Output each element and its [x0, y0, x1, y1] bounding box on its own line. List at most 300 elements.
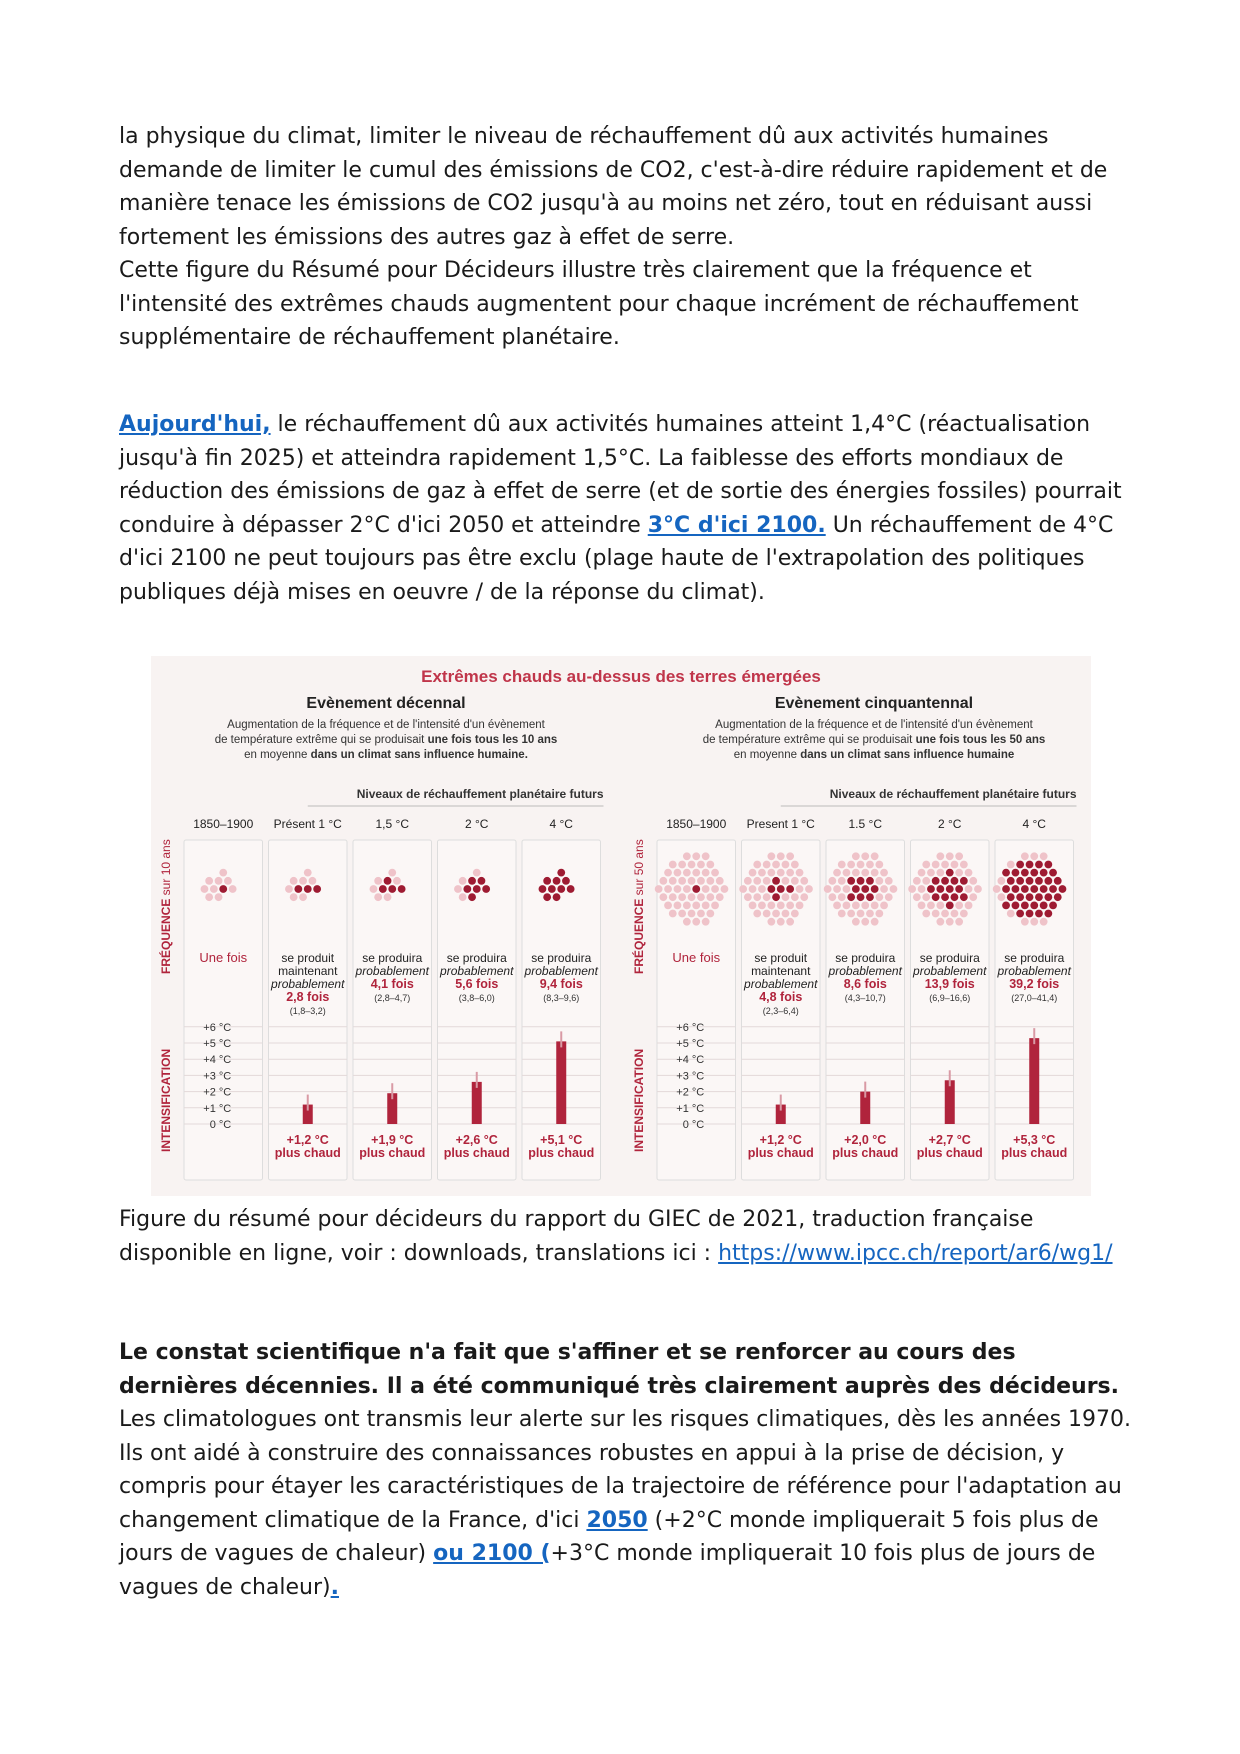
frequency-dot-p1-c4	[1054, 877, 1062, 885]
column-header-3: 2 °C	[465, 817, 489, 831]
frequency-dot-p1-c2	[880, 885, 888, 893]
intensity-plus-chaud: plus chaud	[528, 1146, 595, 1160]
frequency-dot-p1-c4	[1030, 869, 1038, 877]
frequency-dot-p1-c0	[688, 877, 696, 885]
frequency-dot-p0-c2	[384, 893, 392, 901]
frequency-dot-p1-c0	[711, 901, 719, 909]
intensity-bar-4	[556, 1041, 566, 1124]
frequency-dot-p1-c2	[880, 901, 888, 909]
frequency-dot-p1-c3	[955, 901, 963, 909]
frequency-dot-p1-c3	[927, 885, 935, 893]
frequency-dot-p1-c0	[683, 869, 691, 877]
frequency-dot-p1-c4	[1007, 877, 1015, 885]
frequency-dot-p1-c1	[786, 885, 794, 893]
link-3c-2100[interactable]: 3°C d'ici 2100.	[647, 512, 826, 538]
frequency-dot-p1-c4	[1035, 877, 1043, 885]
frequency-range: (2,3–6,4)	[762, 1006, 799, 1016]
panel-title: Evènement décennal	[306, 695, 466, 712]
frequency-dot-p1-c3	[951, 910, 959, 918]
frequency-dot-p0-c0	[215, 893, 223, 901]
frequency-dot-p1-c1	[749, 869, 757, 877]
frequency-dot-p1-c1	[772, 910, 780, 918]
frequency-dot-p1-c4	[1030, 852, 1038, 860]
frequency-dot-p1-c3	[965, 901, 973, 909]
frequency-dot-p1-c3	[908, 885, 916, 893]
frequency-dot-p1-c1	[782, 910, 790, 918]
frequency-dot-p1-c0	[683, 901, 691, 909]
frequency-dot-p1-c1	[782, 893, 790, 901]
frequency-dot-p0-c2	[388, 869, 396, 877]
frequency-count: 4,8 fois	[759, 990, 803, 1004]
frequency-dot-p1-c4	[1030, 918, 1038, 926]
frequency-dot-p1-c3	[951, 893, 959, 901]
frequency-dot-p0-c0	[215, 877, 223, 885]
frequency-dot-p1-c4	[1044, 910, 1052, 918]
frequency-dot-p1-c0	[716, 893, 724, 901]
frequency-dot-p1-c0	[664, 869, 672, 877]
frequency-dot-p1-c1	[796, 901, 804, 909]
frequency-dot-p1-c4	[1035, 893, 1043, 901]
frequency-dot-p1-c2	[857, 861, 865, 869]
link-final-period[interactable]: .	[330, 1574, 339, 1600]
panel-desc-line2: de température extrême qui se produisait une fois tous les 50 ans	[702, 734, 1046, 746]
frequency-dot-p1-c2	[852, 918, 860, 926]
panel-desc-line3: en moyenne dans un climat sans influence humaine	[733, 749, 1015, 761]
frequency-verb: se produira	[531, 951, 592, 965]
frequency-count: 5,6 fois	[455, 977, 499, 991]
frequency-range: (1,8–3,2)	[289, 1006, 326, 1016]
paragraph-scientific-text-3: +3°C monde impliquerait 10 fois plus de jours de vagues de chaleur)	[119, 1541, 1096, 1600]
frequency-dot-p1-c1	[753, 877, 761, 885]
intensity-value-label: +1,2 °C	[286, 1133, 329, 1147]
intensity-axis-tick: 0 °C	[682, 1119, 705, 1131]
frequency-dot-p1-c4	[1049, 901, 1057, 909]
frequency-dot-p1-c2	[852, 901, 860, 909]
frequency-dot-p1-c4	[1016, 893, 1024, 901]
paragraph-scientific-text-1: Les climatologues ont transmis leur alerte sur les risques climatiques, dès les années 1970. Ils ont aidé à construire des connaissances robustes en appui à la prise de décision, y compris pour étayer les caractéristiques de la trajectoire de référence pour l'adaptation au changement climatique de la France, d'ici	[119, 1407, 1132, 1533]
link-2050[interactable]: 2050	[586, 1507, 648, 1533]
frequency-dot-p0-c4	[543, 893, 551, 901]
frequency-dot-p0-c1	[290, 893, 298, 901]
intensity-axis-tick: +3 °C	[676, 1070, 705, 1083]
frequency-dot-p1-c4	[1049, 885, 1057, 893]
paragraph-scientific-heading: Le constat scientifique n'a fait que s'affiner et se renforcer au cours des dernières décennies. Il a été communiqué très clairement auprès des décideurs.	[119, 1340, 1120, 1399]
frequency-dot-p0-c3	[459, 877, 467, 885]
frequency-dot-p1-c1	[782, 877, 790, 885]
frequency-dot-p1-c1	[749, 885, 757, 893]
intensity-axis-tick: +4 °C	[676, 1054, 705, 1067]
frequency-dot-p0-c0	[219, 885, 227, 893]
frequency-dot-p1-c4	[1016, 910, 1024, 918]
frequency-dot-p1-c1	[753, 910, 761, 918]
paragraph-intro	[119, 120, 1139, 355]
frequency-count: 4,1 fois	[370, 977, 414, 991]
frequency-dot-p0-c1	[309, 877, 317, 885]
frequency-dot-p0-c0	[210, 885, 218, 893]
frequency-range: (6,9–16,6)	[929, 993, 971, 1003]
frequency-dot-p0-c2	[398, 885, 406, 893]
frequency-dot-p1-c1	[786, 869, 794, 877]
frequency-dot-p1-c2	[838, 861, 846, 869]
frequency-dot-p1-c0	[721, 885, 729, 893]
column-header-2: 1.5 °C	[848, 817, 882, 831]
frequency-dot-p0-c2	[370, 885, 378, 893]
frequency-dot-p1-c0	[688, 861, 696, 869]
frequency-dot-p1-c2	[838, 893, 846, 901]
frequency-dot-p1-c2	[852, 852, 860, 860]
frequency-dot-p1-c2	[847, 910, 855, 918]
frequency-dot-p1-c3	[932, 893, 940, 901]
frequency-dot-p1-c1	[749, 901, 757, 909]
frequency-dot-p1-c3	[913, 877, 921, 885]
frequency-dot-p1-c2	[885, 877, 893, 885]
column-header-1: Present 1 °C	[746, 817, 815, 831]
frequency-dot-p1-c2	[852, 869, 860, 877]
frequency-adverb: probablement	[913, 964, 987, 978]
frequency-dot-p1-c4	[1059, 885, 1067, 893]
frequency-dot-p1-c1	[777, 852, 785, 860]
frequency-dot-p1-c4	[1044, 877, 1052, 885]
frequency-once-label: Une fois	[199, 950, 248, 965]
panel-desc-line1: Augmentation de la fréquence et de l'intensité d'un évènement	[715, 719, 1033, 731]
intensity-plus-chaud: plus chaud	[359, 1146, 426, 1160]
frequency-dot-p1-c3	[974, 885, 982, 893]
frequency-verb: maintenant	[278, 964, 338, 978]
frequency-dot-p1-c4	[1016, 877, 1024, 885]
frequency-dot-p1-c2	[861, 901, 869, 909]
frequency-dot-p1-c1	[758, 885, 766, 893]
ipcc-report-link[interactable]: https://www.ipcc.ch/report/ar6/wg1/	[718, 1240, 1113, 1266]
intensity-value-label: +5,3 °C	[1013, 1133, 1056, 1147]
frequency-dot-p1-c0	[669, 861, 677, 869]
frequency-dot-p0-c4	[557, 869, 565, 877]
paragraph-scientific-text-2: (+2°C monde impliquerait 5 fois plus de jours de vagues de chaleur)	[119, 1507, 1099, 1566]
frequency-dot-p1-c3	[932, 861, 940, 869]
frequency-dot-p1-c0	[692, 918, 700, 926]
frequency-dot-p1-c1	[753, 893, 761, 901]
frequency-dot-p0-c4	[567, 885, 575, 893]
frequency-dot-p1-c2	[861, 852, 869, 860]
frequency-dot-p1-c0	[702, 901, 710, 909]
frequency-dot-p0-c1	[294, 885, 302, 893]
frequency-dot-p1-c3	[941, 893, 949, 901]
frequency-dot-p1-c0	[683, 852, 691, 860]
intensity-plus-chaud: plus chaud	[443, 1146, 510, 1160]
frequency-dot-p1-c0	[683, 918, 691, 926]
frequency-dot-p0-c0	[229, 885, 237, 893]
frequency-dot-p1-c1	[772, 877, 780, 885]
frequency-dot-p1-c4	[1021, 901, 1029, 909]
frequency-dot-p0-c4	[562, 877, 570, 885]
frequency-dot-p1-c1	[758, 901, 766, 909]
frequency-dot-p1-c2	[838, 910, 846, 918]
frequency-dot-p1-c3	[922, 893, 930, 901]
frequency-dot-p1-c0	[688, 910, 696, 918]
frequency-dot-p0-c2	[388, 885, 396, 893]
frequency-dot-p1-c4	[997, 877, 1005, 885]
intensification-side-label: INTENSIFICATION	[632, 1048, 646, 1152]
frequency-dot-p1-c4	[1007, 910, 1015, 918]
frequency-dot-p1-c4	[1054, 893, 1062, 901]
panel-desc-line3: en moyenne dans un climat sans influence humaine.	[244, 749, 528, 761]
frequency-dot-p1-c4	[1026, 893, 1034, 901]
frequency-dot-p1-c0	[702, 885, 710, 893]
frequency-dot-p1-c1	[796, 885, 804, 893]
frequency-dot-p0-c2	[384, 877, 392, 885]
paragraph-current-text-1: le réchauffement dû aux activités humaines atteint 1,4°C (réactualisation jusqu'à fin 2025) et atteindra rapidement 1,5°C. La faiblesse des efforts mondiaux de réduction des émissions de gaz à effet de serre (et de sortie des énergies fossiles) pourrait conduire à dépasser 2°C d'ici 2050 et atteindre	[119, 412, 1122, 538]
frequency-dot-p0-c0	[205, 877, 213, 885]
frequency-dot-p1-c0	[678, 877, 686, 885]
frequency-dot-p1-c0	[692, 901, 700, 909]
frequency-dot-p1-c2	[857, 877, 865, 885]
frequency-dot-p0-c3	[473, 869, 481, 877]
frequency-dot-p1-c4	[1021, 885, 1029, 893]
frequency-dot-p1-c1	[791, 893, 799, 901]
frequency-dot-p1-c2	[861, 869, 869, 877]
frequency-dot-p1-c0	[702, 852, 710, 860]
frequency-dot-p1-c3	[918, 869, 926, 877]
frequency-dot-p0-c4	[539, 885, 547, 893]
frequency-dot-p1-c4	[1016, 861, 1024, 869]
frequency-dot-p1-c4	[1026, 910, 1034, 918]
frequency-dot-p1-c1	[767, 885, 775, 893]
frequency-dot-p1-c1	[786, 901, 794, 909]
frequency-dot-p1-c2	[871, 885, 879, 893]
frequency-dot-p1-c0	[692, 885, 700, 893]
frequency-dot-p1-c2	[861, 885, 869, 893]
frequency-dot-p1-c2	[885, 893, 893, 901]
intensity-plus-chaud: plus chaud	[274, 1146, 341, 1160]
frequency-dot-p1-c3	[936, 869, 944, 877]
frequency-dot-p1-c4	[997, 893, 1005, 901]
frequency-dot-p0-c0	[205, 893, 213, 901]
frequency-dot-p1-c4	[1026, 877, 1034, 885]
frequency-dot-p0-c1	[299, 893, 307, 901]
frequency-range: (2,8–4,7)	[374, 993, 411, 1003]
frequency-dot-p1-c0	[697, 893, 705, 901]
frequency-dot-p1-c3	[918, 885, 926, 893]
frequency-dot-p1-c3	[946, 901, 954, 909]
frequency-dot-p1-c2	[875, 877, 883, 885]
frequency-dot-p1-c0	[711, 885, 719, 893]
intensity-axis-tick: 0 °C	[209, 1119, 232, 1131]
frequency-adverb: probablement	[440, 964, 514, 978]
column-header-0: 1850–1900	[666, 817, 727, 831]
frequency-once-label: Une fois	[672, 950, 721, 965]
frequency-dot-p0-c3	[473, 885, 481, 893]
future-levels-label: Niveaux de réchauffement planétaire futurs	[829, 787, 1077, 801]
figure-title: Extrêmes chauds au-dessus des terres émergées	[421, 667, 821, 686]
frequency-dot-p0-c2	[374, 877, 382, 885]
intensity-value-label: +2,0 °C	[844, 1133, 887, 1147]
frequency-dot-p1-c0	[669, 893, 677, 901]
frequency-dot-p1-c3	[960, 893, 968, 901]
intensity-axis-tick: +6 °C	[676, 1021, 705, 1034]
intensity-axis-tick: +5 °C	[203, 1038, 232, 1050]
frequency-dot-p1-c3	[936, 852, 944, 860]
frequency-count: 9,4 fois	[539, 977, 583, 991]
frequency-count: 2,8 fois	[286, 990, 330, 1004]
frequency-dot-p1-c2	[866, 861, 874, 869]
frequency-dot-p0-c4	[553, 893, 561, 901]
frequency-dot-p1-c2	[838, 877, 846, 885]
frequency-dot-p1-c0	[655, 885, 663, 893]
frequency-dot-p1-c2	[857, 910, 865, 918]
frequency-dot-p1-c4	[1044, 861, 1052, 869]
intensity-value-label: +2,6 °C	[455, 1133, 498, 1147]
frequency-dot-p0-c1	[299, 877, 307, 885]
intensity-axis-tick: +2 °C	[203, 1086, 232, 1099]
link-2100[interactable]: ou 2100 (	[433, 1541, 551, 1566]
frequency-verb: se produira	[1004, 951, 1065, 965]
frequency-verb: se produit	[754, 951, 808, 965]
frequency-dot-p1-c4	[1040, 885, 1048, 893]
frequency-dot-p1-c1	[767, 869, 775, 877]
frequency-dot-p1-c2	[871, 869, 879, 877]
frequency-verb: maintenant	[751, 964, 811, 978]
frequency-dot-p1-c4	[1040, 901, 1048, 909]
frequency-dot-p0-c2	[374, 893, 382, 901]
intensity-axis-tick: +1 °C	[676, 1102, 705, 1115]
frequency-dot-p1-c3	[946, 885, 954, 893]
frequency-dot-p1-c4	[1021, 869, 1029, 877]
frequency-dot-p1-c2	[847, 877, 855, 885]
frequency-dot-p1-c4	[1035, 861, 1043, 869]
frequency-dot-p0-c2	[393, 877, 401, 885]
frequency-dot-p1-c3	[969, 893, 977, 901]
frequency-dot-p1-c4	[1007, 861, 1015, 869]
frequency-dot-p1-c2	[875, 910, 883, 918]
frequency-dot-p0-c3	[454, 885, 462, 893]
frequency-dot-p0-c0	[201, 885, 209, 893]
frequency-dot-p1-c1	[791, 910, 799, 918]
panel-title: Evènement cinquantennal	[774, 695, 974, 712]
frequency-dot-p1-c0	[664, 885, 672, 893]
frequency-dot-p1-c3	[941, 877, 949, 885]
frequency-dot-p1-c3	[927, 901, 935, 909]
frequency-dot-p1-c4	[1012, 869, 1020, 877]
frequency-dot-p1-c4	[1040, 852, 1048, 860]
frequency-dot-p1-c4	[993, 885, 1001, 893]
frequency-dot-p1-c4	[1002, 901, 1010, 909]
frequency-dot-p1-c0	[706, 877, 714, 885]
frequency-range: (4,3–10,7)	[844, 993, 886, 1003]
frequency-dot-p1-c1	[758, 869, 766, 877]
frequency-dot-p1-c3	[960, 910, 968, 918]
frequency-dot-p0-c3	[468, 877, 476, 885]
frequency-dot-p1-c3	[951, 877, 959, 885]
frequency-dot-p1-c3	[932, 877, 940, 885]
frequency-dot-p1-c4	[1021, 852, 1029, 860]
frequency-dot-p1-c2	[833, 885, 841, 893]
frequency-dot-p1-c1	[772, 861, 780, 869]
intensity-value-label: +1,2 °C	[759, 1133, 802, 1147]
panel-desc-line2: de température extrême qui se produisait une fois tous les 10 ans	[214, 734, 558, 746]
frequency-dot-p1-c3	[955, 869, 963, 877]
frequency-dot-p1-c0	[678, 861, 686, 869]
frequency-dot-p1-c2	[861, 918, 869, 926]
frequency-verb: se produit	[281, 951, 335, 965]
paragraph-current-text-2: Un réchauffement de 4°C d'ici 2100 ne peut toujours pas être exclu (plage haute de l'extrapolation des politiques publiques déjà mises en oeuvre / de la réponse du climat).	[119, 512, 1114, 605]
frequency-adverb: probablement	[271, 977, 345, 991]
frequency-count: 8,6 fois	[843, 977, 887, 991]
intensity-value-label: +2,7 °C	[928, 1133, 971, 1147]
frequency-dot-p1-c0	[659, 893, 667, 901]
frequency-dot-p1-c2	[875, 893, 883, 901]
frequency-dot-p1-c1	[777, 918, 785, 926]
intensity-axis-tick: +4 °C	[203, 1054, 232, 1067]
frequency-dot-p1-c2	[871, 852, 879, 860]
frequency-dot-p1-c0	[706, 910, 714, 918]
frequency-dot-p1-c1	[777, 885, 785, 893]
paragraph-intro-text-2: Cette figure du Résumé pour Décideurs illustre très clairement que la fréquence et l'intensité des extrêmes chauds augmentent pour chaque incrément de réchauffement supplémentaire de réchauffement planétaire.	[119, 258, 1079, 350]
frequency-dot-p1-c0	[702, 918, 710, 926]
paragraph-current-warming	[119, 408, 1139, 609]
frequency-dot-p1-c4	[1044, 893, 1052, 901]
intensification-side-label: INTENSIFICATION	[159, 1048, 173, 1152]
frequency-dot-p1-c4	[1035, 910, 1043, 918]
frequency-dot-p1-c0	[683, 885, 691, 893]
frequency-dot-p1-c2	[866, 877, 874, 885]
column-header-4: 4 °C	[549, 817, 573, 831]
frequency-count: 39,2 fois	[1009, 977, 1060, 991]
frequency-dot-p1-c0	[669, 877, 677, 885]
frequency-dot-p1-c0	[688, 893, 696, 901]
intensity-bar-3	[945, 1080, 955, 1124]
frequency-dot-p1-c0	[702, 869, 710, 877]
frequency-verb: se produira	[835, 951, 896, 965]
frequency-dot-p1-c1	[786, 918, 794, 926]
frequency-dot-p1-c1	[739, 885, 747, 893]
intensity-plus-chaud: plus chaud	[916, 1146, 983, 1160]
frequency-dot-p1-c1	[791, 861, 799, 869]
frequency-dot-p1-c2	[843, 901, 851, 909]
frequency-dot-p1-c3	[922, 910, 930, 918]
frequency-dot-p1-c3	[955, 852, 963, 860]
frequency-dot-p0-c1	[304, 869, 312, 877]
frequency-dot-p1-c4	[1021, 918, 1029, 926]
frequency-dot-p1-c2	[871, 901, 879, 909]
link-aujourdhui[interactable]: Aujourd'hui,	[119, 412, 271, 437]
frequency-dot-p0-c0	[224, 877, 232, 885]
frequency-dot-p1-c2	[857, 893, 865, 901]
frequency-dot-p1-c2	[843, 885, 851, 893]
column-header-4: 4 °C	[1022, 817, 1046, 831]
frequency-dot-p1-c4	[1012, 885, 1020, 893]
frequency-dot-p0-c4	[553, 877, 561, 885]
frequency-dot-p1-c1	[763, 893, 771, 901]
frequency-dot-p1-c4	[1030, 885, 1038, 893]
frequency-dot-p0-c4	[543, 877, 551, 885]
frequency-dot-p1-c1	[796, 869, 804, 877]
frequency-dot-p1-c0	[674, 869, 682, 877]
frequency-dot-p1-c0	[669, 910, 677, 918]
frequency-dot-p1-c3	[936, 901, 944, 909]
frequency-dot-p1-c3	[965, 869, 973, 877]
frequency-dot-p1-c3	[960, 877, 968, 885]
frequency-dot-p1-c2	[866, 893, 874, 901]
frequency-dot-p0-c2	[379, 885, 387, 893]
frequency-dot-p1-c2	[828, 893, 836, 901]
frequency-dot-p1-c2	[866, 910, 874, 918]
frequency-adverb: probablement	[524, 964, 598, 978]
frequency-dot-p1-c4	[1007, 893, 1015, 901]
frequency-dot-p1-c0	[692, 869, 700, 877]
frequency-dot-p1-c2	[875, 861, 883, 869]
frequency-dot-p1-c0	[697, 910, 705, 918]
frequency-dot-p1-c0	[674, 885, 682, 893]
intensity-bar-3	[472, 1082, 482, 1124]
